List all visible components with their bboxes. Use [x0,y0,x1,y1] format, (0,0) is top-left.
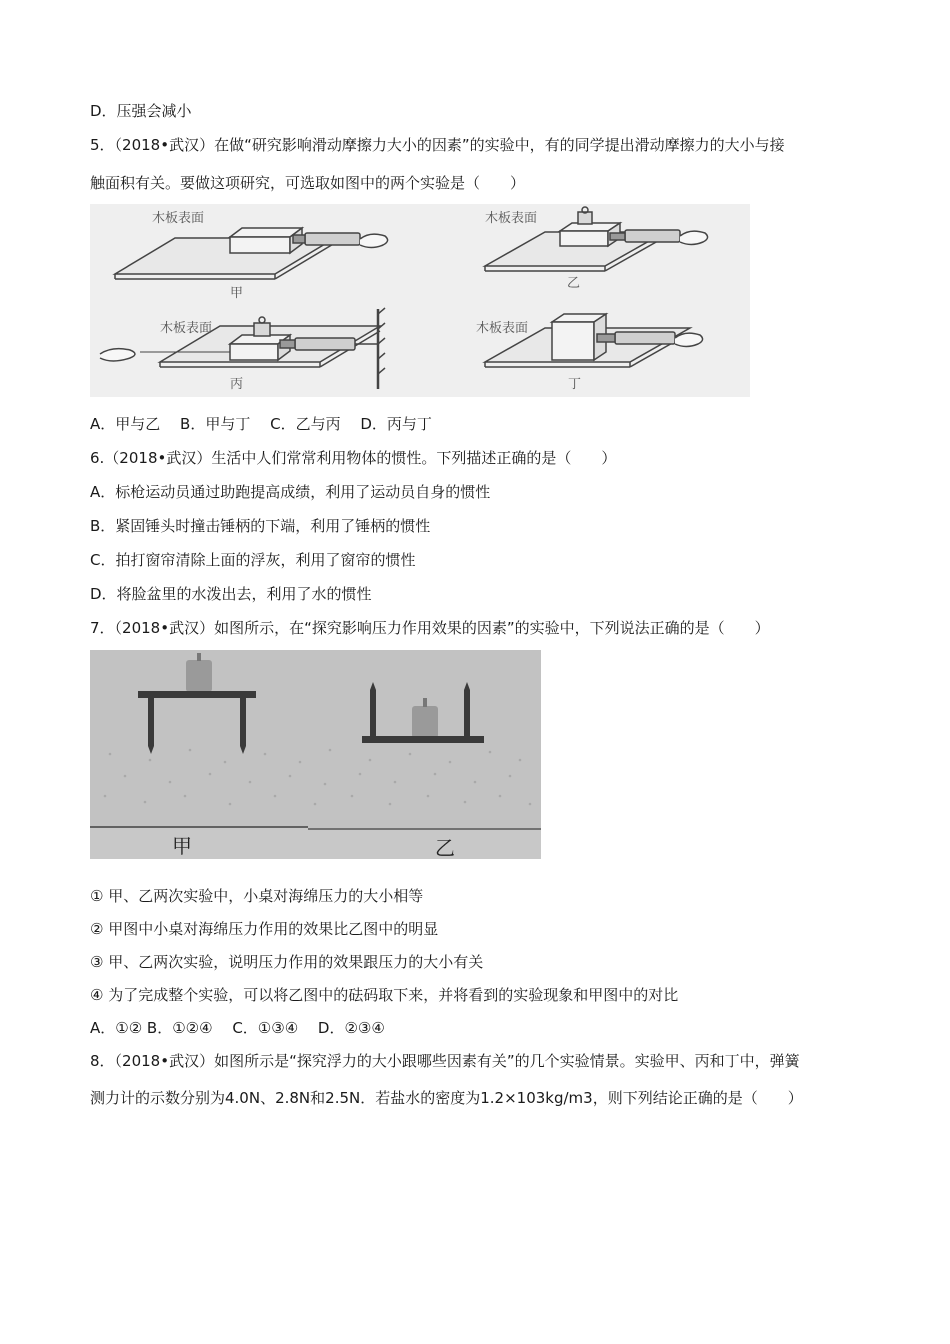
q6-stem: 6.（2018•武汉）生活中人们常常利用物体的惯性。下列描述正确的是（ ） [90,449,617,467]
q7-options: A．①② B．①②④ C．①③④ D．②③④ [90,1019,385,1037]
q5-friction-figure [90,204,750,397]
surface-label-jia: 木板表面 [152,211,205,226]
q7-statement-1: ① 甲、乙两次实验中，小桌对海绵压力的大小相等 [90,887,424,905]
figure-label-yi: 乙 [435,836,455,859]
surface-label-ding: 木板表面 [476,321,529,336]
q7-pressure-figure [90,650,541,859]
q5-stem-line2: 触面积有关。要做这项研究，可选取如图中的两个实验是（ ） [90,174,526,192]
surface-label-yi: 木板表面 [485,211,538,226]
figure-label-ding: 丁 [568,377,582,392]
q7-stem: 7．（2018•武汉）如图所示，在“探究影响压力作用效果的因素”的实验中，下列说法正确的是（ ） [90,619,770,637]
q6-option-a: A．标枪运动员通过助跑提高成绩，利用了运动员自身的惯性 [90,483,491,501]
figure-label-yi: 乙 [567,276,581,291]
figure-label-jia: 甲 [230,286,244,301]
q6-option-b: B．紧固锤头时撞击锤柄的下端，利用了锤柄的惯性 [90,517,431,535]
q8-stem-line1: 8．（2018•武汉）如图所示是“探究浮力的大小跟哪些因素有关”的几个实验情景。实验甲、丙和丁中，弹簧 [90,1052,800,1070]
figure-label-bing: 丙 [230,377,244,392]
q8-stem-line2: 测力计的示数分别为4.0N、2.8N和2.5N．若盐水的密度为1.2×103kg/m3，则下列结论正确的是（ ） [90,1089,803,1107]
figure-label-jia: 甲 [172,834,192,858]
q5-stem-line1: 5．（2018•武汉）在做“研究影响滑动摩擦力大小的因素”的实验中，有的同学提出滑动摩擦力的大小与接 [90,136,785,154]
q6-option-c: C．拍打窗帘清除上面的浮灰，利用了窗帘的惯性 [90,551,416,569]
q4-option-d: D．压强会减小 [90,102,192,120]
q6-option-d: D．将脸盆里的水泼出去，利用了水的惯性 [90,585,372,603]
q5-options: A．甲与乙 B．甲与丁 C．乙与丙 D．丙与丁 [90,415,432,433]
q7-statement-3: ③ 甲、乙两次实验，说明压力作用的效果跟压力的大小有关 [90,953,484,971]
q7-statement-2: ② 甲图中小桌对海绵压力作用的效果比乙图中的明显 [90,920,439,938]
surface-label-bing: 木板表面 [160,321,213,336]
q7-statement-4: ④ 为了完成整个实验，可以将乙图中的砝码取下来，并将看到的实验现象和甲图中的对比 [90,986,679,1004]
